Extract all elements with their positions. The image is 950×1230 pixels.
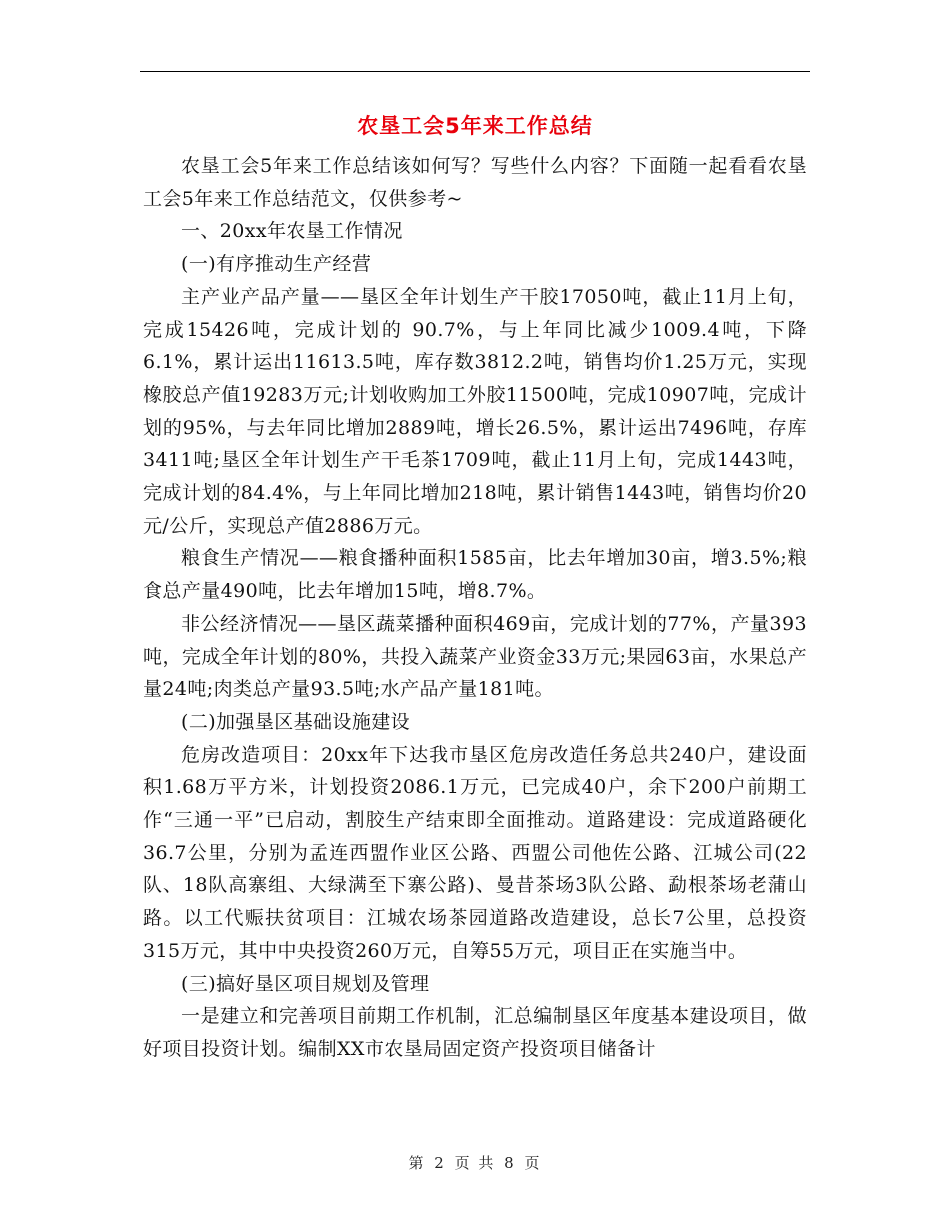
subheading-1: (一)有序推动生产经营 (181, 253, 372, 276)
footer-total-pages: 8 (504, 1154, 516, 1172)
page-footer (0, 1152, 950, 1173)
paragraph-grain: 粮食生产情况——粮食播种面积1585亩，比去年增加30亩，增3.5%;粮食总产量490吨，比去年增加15吨，增8.7%。 (143, 547, 807, 603)
paragraph-non-public-economy: 非公经济情况——垦区蔬菜播种面积469亩，完成计划的77%，产量393吨，完成全年计划的80%，共投入蔬菜产业资金33万元;果园63亩，水果总产量24吨;肉类总产量93.5吨;水产品产量181吨。 (143, 612, 807, 701)
document-title: 农垦工会5年来工作总结 (357, 114, 593, 138)
footer-mid: 页 共 (454, 1154, 496, 1172)
paragraph-project-planning: 一是建立和完善项目前期工作机制，汇总编制垦区年度基本建设项目，做好项目投资计划。编制XX市农垦局固定资产投资项目储备计 (143, 1005, 807, 1060)
footer-suffix: 页 (524, 1154, 542, 1172)
paragraph-infrastructure: 危房改造项目：20xx年下达我市垦区危房改造任务总共240户，建设面积1.68万平方米，计划投资2086.1万元，已完成40户，余下200户前期工作“三通一平”已启动，割胶生产结束即全面推动。道路建设：完成道路硬化36.7公里，分别为孟连西盟作业区公路、西盟公司他佐公路、江城公司(22队、18队高寨组、大绿满至下寨公路)、曼昔茶场3队公路、勐根茶场老蒲山路。以工代赈扶贫项目：江城农场茶园道路改造建设，总长7公里，总投资315万元，其中中央投资260万元，自筹55万元，项目正在实施当中。 (143, 743, 807, 962)
paragraph-main-products: 主产业产品产量——垦区全年计划生产干胶17050吨，截止11月上旬，完成15426吨，完成计划的 90.7%，与上年同比减少1009.4吨，下降6.1%，累计运出11613.5吨，库存数3812.2吨，销售均价1.25万元，实现橡胶总产值19283万元;计划收购加工外胶11500吨，完成10907吨，完成计划的95%，与去年同比增加2889吨，增长26.5%，累计运出7496吨，存库3411吨;垦区全年计划生产干毛茶1709吨，截止11月上旬，完成1443吨，完成计划的84.4%，与上年同比增加218吨，累计销售1443吨，销售均价20元/公斤，实现总产值2886万元。 (143, 285, 807, 537)
heading-section-1: 一、20xx年农垦工作情况 (181, 220, 403, 243)
document-body (143, 150, 807, 1066)
footer-current-page: 2 (434, 1154, 446, 1172)
subheading-3: (三)搞好垦区项目规划及管理 (181, 972, 430, 995)
paragraph-intro: 农垦工会5年来工作总结该如何写？写些什么内容？下面随一起看看农垦工会5年来工作总结范文，仅供参考~ (143, 155, 807, 210)
footer-prefix: 第 (408, 1154, 426, 1172)
header-rule (140, 71, 810, 72)
subheading-2: (二)加强垦区基础设施建设 (181, 710, 411, 733)
